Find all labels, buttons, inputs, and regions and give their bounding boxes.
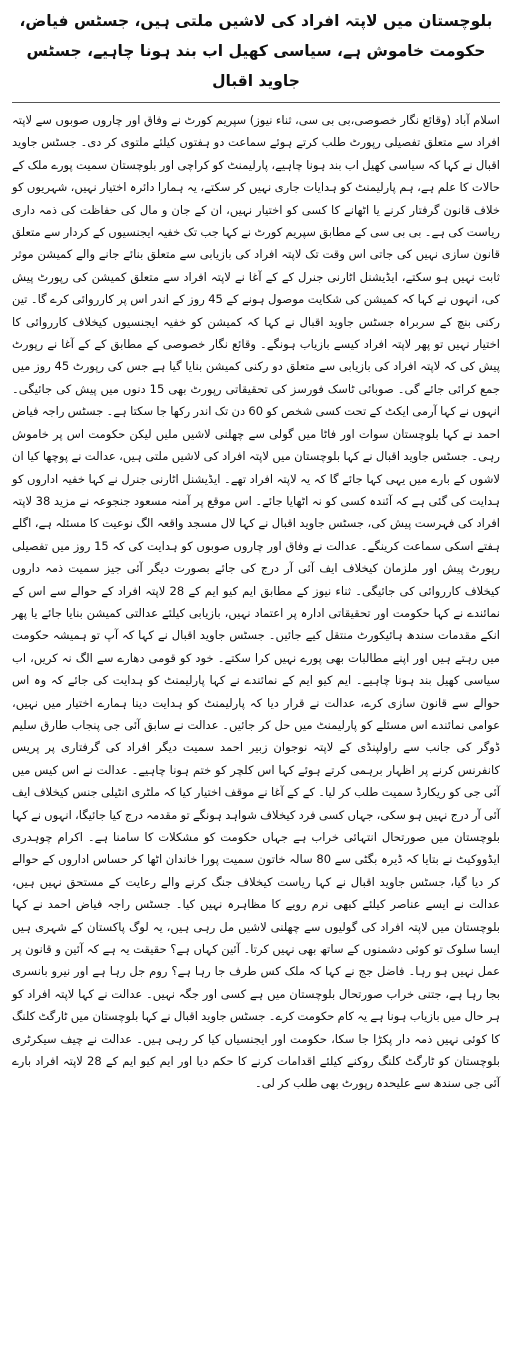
article-body: اسلام آباد (وقائع نگار خصوصی،بی بی سی، ثناء نیوز) سپریم کورٹ نے وفاق اور چاروں صوبوں سے لاپتہ افراد سے متعلق تفصیلی رپورٹ طلب کرتے ہوئے سماعت دو ہفتوں کیلئے ملتوی کر دی۔ جسٹس جاوید اقبال نے کہا کہ سیاسی کھیل اب بند ہونا چاہیے، پارلیمنٹ کو کراچی اور بلوچستان سمیت پورے ملک کے حالات کا علم ہے، ہم پارلیمنٹ کو ہدایات جاری نہیں کر سکتے، یہ ہمارا دائرہ اختیار نہیں، شہریوں کو خلاف قانون گرفتار کرنے یا اٹھانے کا کسی کو اختیار نہیں، ان کے جان و مال کی حفاظت کی ذمہ داری ریاست کی ہے۔ بی بی سی کے مطابق سپریم کورٹ نے کہا جب تک خفیہ ایجنسیوں کے کردار سے متعلق قانون سازی نہیں کی جاتی اس وقت تک لاپتہ افراد کی بازیابی سے متعلق بنائے جانے والے کمیشن موثر ثابت نہیں ہو سکتے، ایڈیشنل اٹارنی جنرل کے کے آغا نے لاپتہ افراد سے متعلق کمیشن کی رپورٹ پیش کی، انہوں نے کہا کہ کمیشن کی شکایت موصول ہونے کے 45 روز کے اندر اس پر کارروائی کرے گا۔ تین رکنی بنچ کے سربراہ جسٹس جاوید اقبال نے کہا کہ کمیشن کو خفیہ ایجنسیوں کیخلاف کارروائی کا اختیار نہیں تو پھر لاپتہ افراد کیسے بازیاب ہونگے۔ وقائع نگار خصوصی کے مطابق کے کے آغا نے رپورٹ پیش کی کہ لاپتہ افراد کی بازیابی سے متعلق دو رکنی کمیشن بنایا گیا ہے جس کی رپورٹ 45 روز میں جمع کرائی جائے گی۔ صوبائی ٹاسک فورسز کی تحقیقاتی رپورٹ بھی 15 دنوں میں پیش کی جائیگی۔ انہوں نے کہا آرمی ایکٹ کے تحت کسی شخص کو 60 دن تک اندر رکھا جا سکتا ہے۔ جسٹس راجہ فیاض احمد نے کہا بلوچستان سوات اور فاٹا میں گولی سے چھلنی لاشیں ملیں لیکن حکومت اس پر خاموش رہی۔ جسٹس جاوید اقبال نے کہا بلوچستان میں لاپتہ افراد کی لاشیں ملتی ہیں، عدالت نے پوچھا کیا ان لاشوں کے بارے میں یہی کہا جائے گا کہ یہ لاپتہ افراد تھے۔ ایڈیشنل اٹارنی جنرل نے کہا خفیہ اداروں کو ہدایت کی گئی ہے کہ آئندہ کسی کو نہ اٹھایا جائے۔ اس موقع پر آمنہ مسعود جنجوعہ نے مزید 38 لاپتہ افراد کی فہرست پیش کی، جسٹس جاوید اقبال نے کہا لال مسجد واقعہ الگ نوعیت کا مسئلہ ہے، اگلے ہفتے اسکی سماعت کرینگے۔ عدالت نے وفاق اور چاروں صوبوں کو ہدایت کی کہ 15 روز میں تفصیلی رپورٹ پیش اور ملزمان کیخلاف ایف آئی آر درج کی جائے بصورت دیگر آئی جیز سمیت ذمہ داروں کیخلاف کارروائی کی جائیگی۔ ثناء نیوز کے مطابق ایم کیو ایم کے 28 لاپتہ افراد کے حوالے سے اس کے نمائندے نے کہا حکومت اور تحقیقاتی ادارہ پر اعتماد نہیں، بازیابی کیلئے عدالتی کمیشن بنایا جائے یا پھر انکے مقدمات سندھ ہائیکورٹ منتقل کیے جائیں۔ جسٹس جاوید اقبال نے کہا کہ آپ تو ہمیشہ حکومت میں رہتے ہیں اور اپنے مطالبات بھی پورے نہیں کرا سکتے۔ خود کو قومی دھارے سے الگ نہ کریں، اب سیاسی کھیل بند ہونا چاہیے۔ ایم کیو ایم کے نمائندے نے کہا پارلیمنٹ کو ہدایت کی جائے کہ وہ اس حوالے سے قانون سازی کرے، عدالت نے قرار دیا کہ پارلیمنٹ کو ہدایت دینا ہمارے اختیار میں نہیں، عوامی نمائندے اس مسئلے کو پارلیمنٹ میں حل کر جائیں۔ عدالت نے سابق آئی جی پنجاب طارق سلیم ڈوگر کی جانب سے راولپنڈی کے لاپتہ نوجوان زبیر احمد سمیت دیگر افراد کی گرفتاری پر پریس کانفرنس کرنے پر اظہار برہمی کرتے ہوئے کہا اس کلچر کو ختم ہونا چاہیے۔ عدالت نے اس کیس میں آئی جی کو ریکارڈ سمیت طلب کر لیا۔ کے کے آغا نے موقف اختیار کیا کہ ملٹری انٹیلی جنس کیخلاف ایف آئی آر درج نہیں ہو سکی، جہاں کسی فرد کیخلاف شواہد ہونگے تو مقدمہ درج کیا جائیگا، انہوں نے کہا بلوچستان میں صورتحال انتہائی خراب ہے جہاں حکومت کو مشکلات کا سامنا ہے۔ اکرام چوہدری ایڈووکیٹ نے بتایا کہ ڈیرہ بگٹی سے 80 سالہ خاتون سمیت پورا خاندان اٹھا کر حساس اداروں کے حوالے کر دیا گیا، جسٹس جاوید اقبال نے کہا ریاست کیخلاف جنگ کرنے والے رعایت کے مستحق نہیں ہیں، عدالت نے ایسے عناصر کیلئے کبھی نرم رویے کا مظاہرہ نہیں کیا۔ جسٹس راجہ فیاض احمد نے کہا بلوچستان میں لاپتہ افراد کی گولیوں سے چھلنی لاشیں مل رہی ہیں، یہ لوگ پاکستان کے شہری ہیں ایسا سلوک تو کوئی دشمنوں کے ساتھ بھی نہیں کرتا۔ آئین کہاں ہے؟ حقیقت یہ ہے کہ آئین و قانون پر عمل نہیں ہو رہا۔ فاضل جج نے کہا کہ ملک کس طرف جا رہا ہے؟ روم جل رہا ہے اور نیرو بانسری بجا رہا ہے، جتنی خراب صورتحال بلوچستان میں ہے کسی اور جگہ نہیں۔ عدالت نے کہا لاپتہ افراد کو ہر حال میں بازیاب ہونا ہے یہ کام حکومت کرے۔ جسٹس جاوید اقبال نے کہا بلوچستان میں ٹارگٹ کلنگ کا کوئی نہیں ذمہ دار پکڑا جا سکا، حکومت اور ایجنسیاں کیا کر رہی ہیں۔ عدالت نے چیف سیکرٹری بلوچستان کو ٹارگٹ کلنگ روکنے کیلئے اقدامات کرنے کا حکم دیا اور ایم کیو ایم کے 28 لاپتہ افراد بارے آئی جی سندھ سے علیحدہ رپورٹ بھی طلب کر لی۔ bbox=[12, 113, 501, 1091]
article-headline: بلوچستان میں لاپتہ افراد کی لاشیں ملتی ہیں، جسٹس فیاض، حکومت خاموش ہے، سیاسی کھیل اب بند ہونا چاہیے، جسٹس جاوید اقبال bbox=[19, 12, 493, 90]
headline-divider bbox=[12, 102, 500, 103]
